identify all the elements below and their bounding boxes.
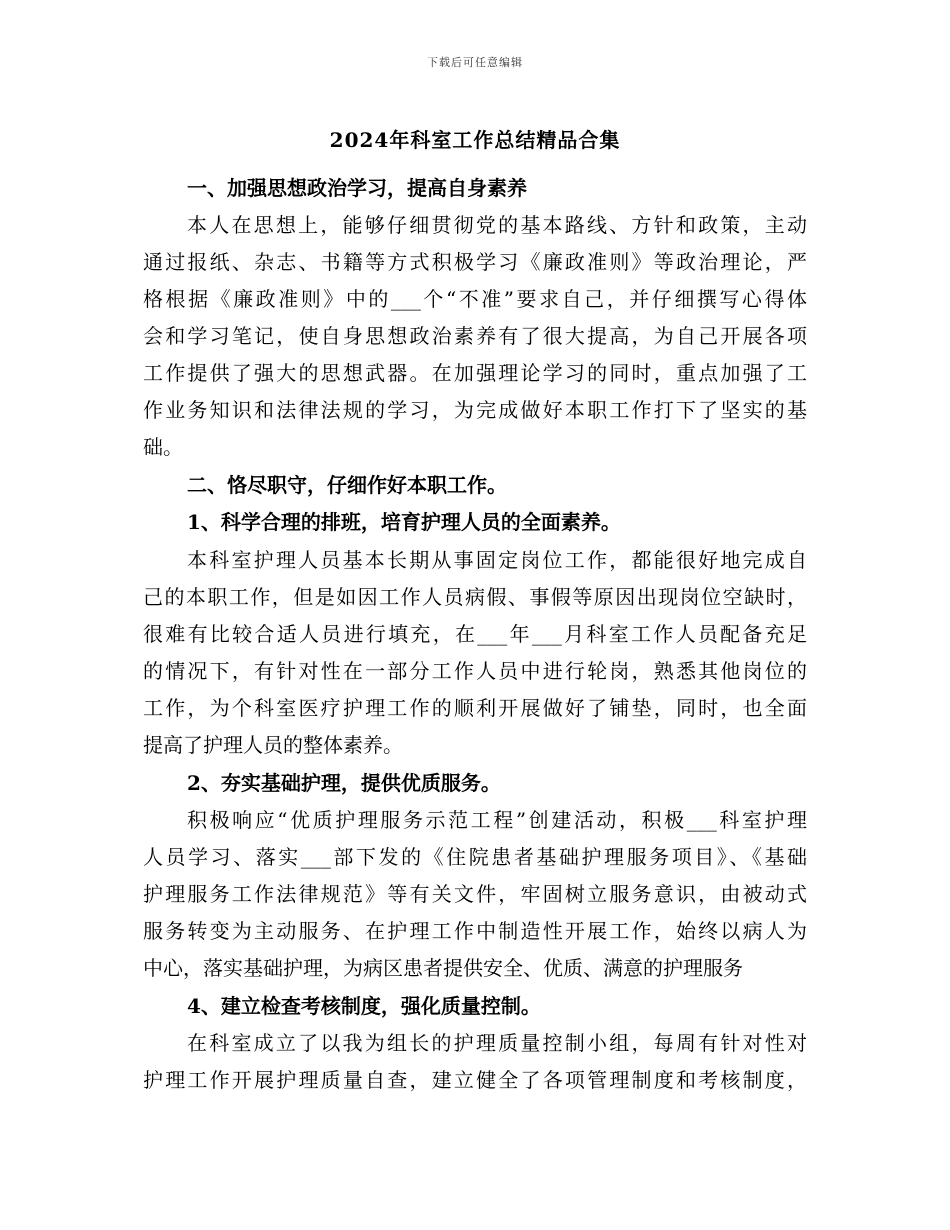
document-title: 2024年科室工作总结精品合集 [329,128,621,152]
paragraph-line: 本科室护理人员基本长期从事固定岗位工作，都能很好地完成自 [187,548,807,572]
paragraph-line: 作业务知识和法律法规的学习，为完成做好本职工作打下了坚实的基 [143,398,807,422]
paragraph-line: 的情况下，有针对性在一部分工作人员中进行轮岗，熟悉其他岗位的 [143,659,807,683]
paragraph-line: 格根据《廉政准则》中的___个“不准”要求自己，并仔细撰写心得体 [143,287,807,311]
subsection-heading: 2、夯实基础护理，提供优质服务。 [187,771,501,795]
subsection-heading: 1、科学合理的排班，培育护理人员的全面素养。 [187,510,621,534]
paragraph-line: 中心，落实基础护理，为病区患者提供安全、优质、满意的护理服务 [143,956,743,980]
paragraph-line: 己的本职工作，但是如因工作人员病假、事假等原因出现岗位空缺时， [143,585,807,609]
paragraph-line: 会和学习笔记，使自身思想政治素养有了很大提高，为自己开展各项 [143,324,807,348]
paragraph-line: 本人在思想上，能够仔细贯彻党的基本路线、方针和政策，主动 [187,213,807,237]
subsection-heading: 4、建立检查考核制度，强化质量控制。 [187,994,541,1018]
paragraph-line: 础。 [143,435,183,459]
paragraph-line: 人员学习、落实___部下发的《住院患者基础护理服务项目》、《基础 [143,845,807,869]
header-note: 下载后可任意编辑 [427,56,523,69]
paragraph-line: 服务转变为主动服务、在护理工作中制造性开展工作，始终以病人为 [143,919,807,943]
paragraph-line: 工作提供了强大的思想武器。在加强理论学习的同时，重点加强了工 [143,361,807,385]
paragraph-line: 工作，为个科室医疗护理工作的顺利开展做好了铺垫，同时，也全面 [143,696,807,720]
paragraph-line: 在科室成立了以我为组长的护理质量控制小组，每周有针对性对 [187,1031,807,1055]
paragraph-line: 提高了护理人员的整体素养。 [143,733,403,757]
paragraph-line: 通过报纸、杂志、书籍等方式积极学习《廉政准则》等政治理论，严 [143,250,807,274]
paragraph-line: 护理服务工作法律规范》等有关文件，牢固树立服务意识，由被动式 [143,882,807,906]
section-heading: 二、恪尽职守，仔细作好本职工作。 [187,473,507,497]
paragraph-line: 积极响应“优质护理服务示范工程”创建活动，积极___科室护理 [187,808,807,832]
paragraph-line: 护理工作开展护理质量自查，建立健全了各项管理制度和考核制度， [143,1068,807,1092]
paragraph-line: 很难有比较合适人员进行填充，在___年___月科室工作人员配备充足 [143,622,807,646]
section-heading: 一、加强思想政治学习，提高自身素养 [187,176,527,200]
